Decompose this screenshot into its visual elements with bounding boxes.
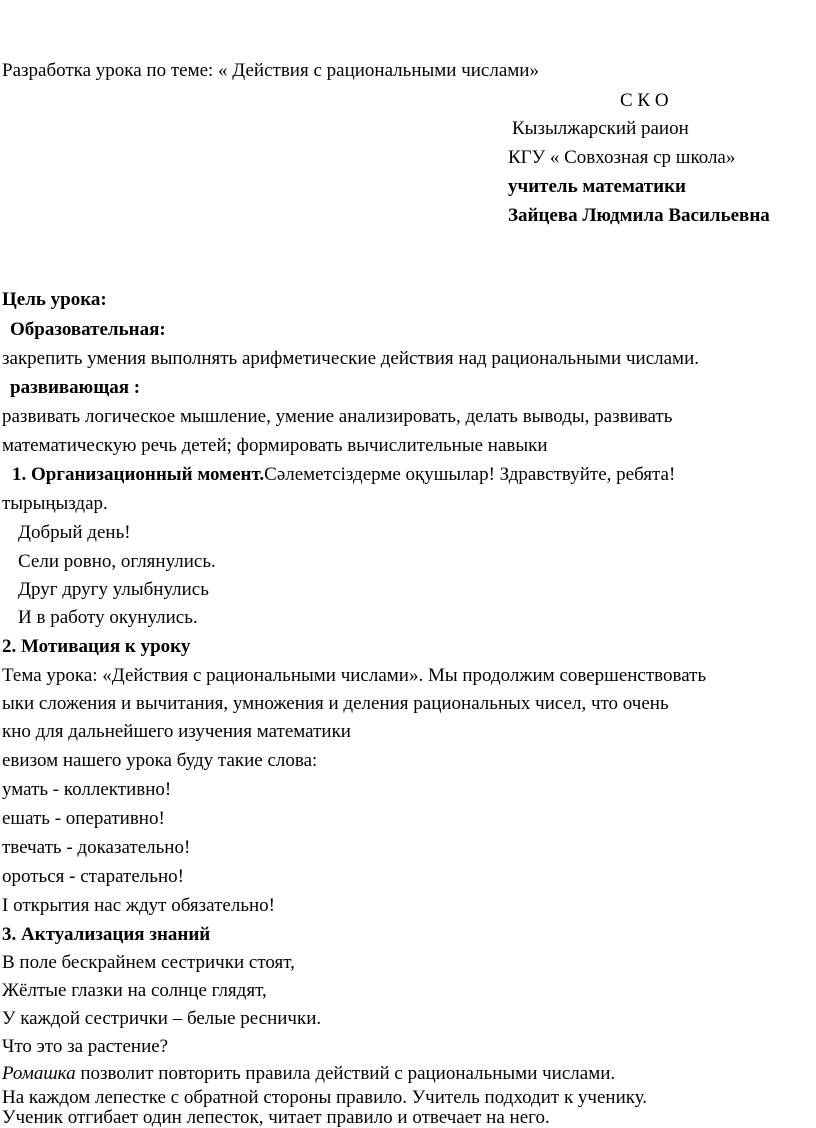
region-abbr: С К О bbox=[620, 90, 669, 111]
section2-text-2: ыки сложения и вычитания, умножения и деления рациональных чисел, что очень bbox=[2, 693, 669, 714]
flower-line bbox=[2, 1064, 615, 1083]
district-name: Кызылжарский раион bbox=[512, 118, 689, 139]
section2-text-3: кно для дальнейшего изучения математики bbox=[2, 721, 351, 742]
motto-intro: евизом нашего урока буду такие слова: bbox=[2, 750, 318, 771]
section1-heading: 1. Организационный момент. bbox=[12, 464, 265, 485]
greeting-continuation: тырыңыздар. bbox=[2, 493, 108, 514]
poem-line: Друг другу улыбнулись bbox=[18, 579, 209, 600]
motto-line: I открытия нас ждут обязательно! bbox=[2, 895, 275, 916]
section3-heading: 3. Актуализация знаний bbox=[2, 924, 211, 945]
poem-line: Сели ровно, оглянулись. bbox=[18, 551, 216, 572]
riddle-line: Жёлтые глазки на солнце глядят, bbox=[2, 980, 267, 1001]
section1-greeting: Сәлеметсіздерме оқушылар! Здравствуйте, ребята! bbox=[264, 464, 676, 485]
section2-heading: 2. Мотивация к уроку bbox=[2, 636, 191, 657]
flower-word: Ромашка bbox=[2, 1063, 76, 1084]
section1-line bbox=[12, 465, 675, 484]
motto-line: твечать - доказательно! bbox=[2, 837, 191, 858]
poem-line: Добрый день! bbox=[18, 522, 131, 543]
teacher-position: учитель математики bbox=[508, 176, 686, 197]
riddle-line: Что это за растение? bbox=[2, 1036, 169, 1057]
instruction-line-1: На каждом лепестке с обратной стороны правило. Учитель подходит к ученику. bbox=[2, 1087, 648, 1108]
riddle-line: В поле бескрайнем сестрички стоят, bbox=[2, 952, 295, 973]
developing-text-1: развивать логическое мышление, умение анализировать, делать выводы, развивать bbox=[2, 406, 673, 427]
motto-line: ешать - оперативно! bbox=[2, 808, 165, 829]
riddle-line: У каждой сестрички – белые реснички. bbox=[2, 1008, 322, 1029]
teacher-name: Зайцева Людмила Васильевна bbox=[508, 205, 770, 226]
motto-line: ороться - старательно! bbox=[2, 866, 184, 887]
goals-heading: Цель урока: bbox=[2, 289, 107, 310]
poem-line: И в работу окунулись. bbox=[18, 607, 198, 628]
section2-text-1: Тема урока: «Действия с рациональными числами». Мы продолжим совершенствовать bbox=[2, 665, 707, 686]
educational-text: закрепить умения выполнять арифметические действия над рациональными числами. bbox=[2, 348, 699, 369]
educational-heading: Образовательная: bbox=[10, 319, 166, 340]
school-name: КГУ « Совхозная ср школа» bbox=[508, 147, 736, 168]
lesson-title: Разработка урока по теме: « Действия с рациональными числами» bbox=[2, 60, 539, 81]
flower-text: позволит повторить правила действий с рациональными числами. bbox=[75, 1063, 616, 1084]
motto-line: умать - коллективно! bbox=[2, 779, 172, 800]
instruction-line-2: Ученик отгибает один лепесток, читает правило и отвечает на него. bbox=[2, 1107, 550, 1128]
developing-text-2: математическую речь детей; формировать вычислительные навыки bbox=[2, 435, 548, 456]
developing-heading: развивающая : bbox=[10, 377, 141, 398]
